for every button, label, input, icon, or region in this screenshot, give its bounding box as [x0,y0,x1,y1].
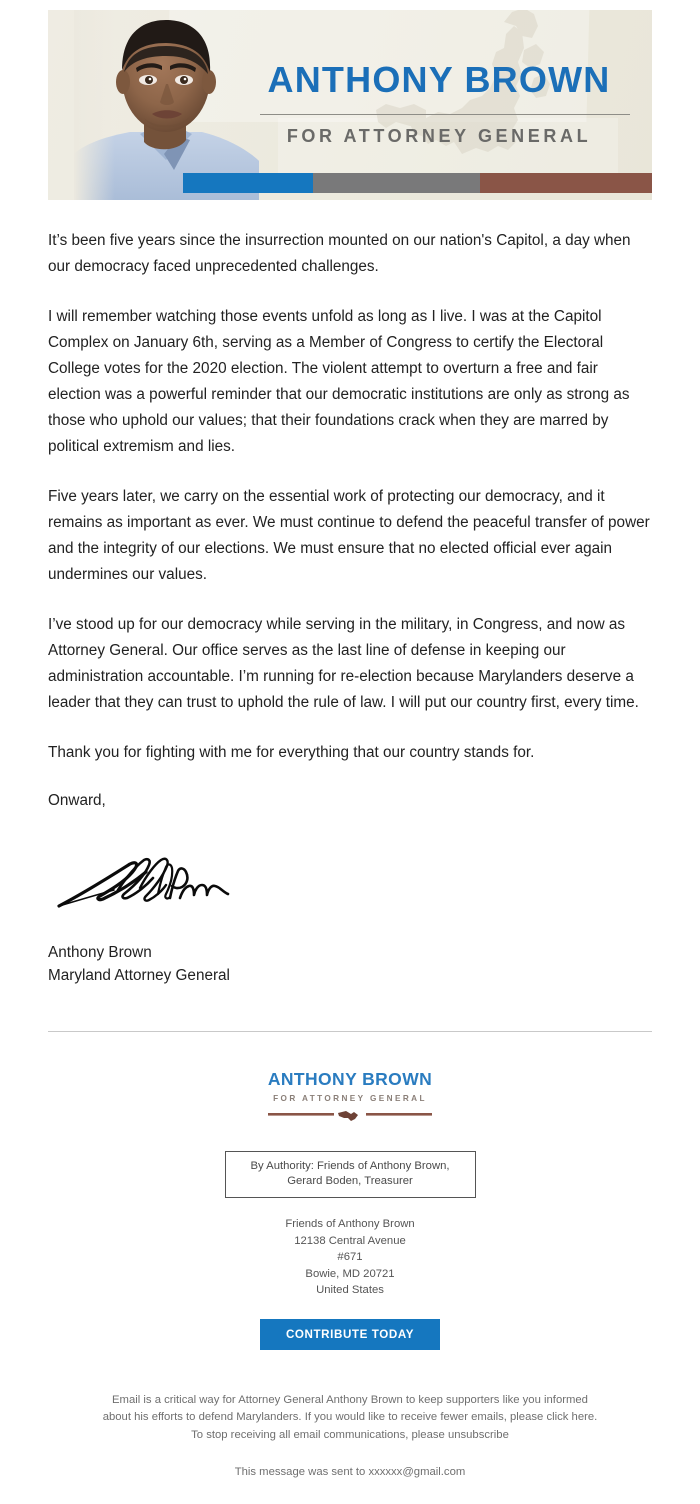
banner-divider-rule [260,114,630,115]
letter-content [0,200,700,987]
banner-candidate-name: ANTHONY BROWN [267,59,611,100]
address-line-5: United States [316,1284,384,1297]
signer-title: Maryland Attorney General [48,967,230,984]
footer-logo[interactable] [254,1070,446,1127]
letter-paragraph-1: It’s been five years since the insurrection mounted on our nation's Capitol, a day when our democracy faced unprecedented challenges. [48,232,631,275]
letter-paragraph-5: Thank you for fighting with me for everything that our country stands for. [48,744,535,761]
unsubscribe-link[interactable]: unsubscribe [447,1428,509,1441]
authority-disclosure-box [225,1151,476,1198]
address-line-2: 12138 Central Avenue [294,1234,406,1247]
address-line-1: Friends of Anthony Brown [285,1218,415,1231]
stripe-gray [313,173,480,193]
email-body [0,10,700,1504]
disclaimer-line-3-text: To stop receiving all email communications, please [191,1428,448,1441]
address-line-3: #671 [337,1251,363,1264]
banner-tagline: FOR ATTORNEY GENERAL [286,126,592,146]
maryland-logo-rule-icon [254,1108,446,1122]
disclaimer-line-1: Email is a critical way for Attorney General Anthony Brown to keep supporters like you informed [112,1393,588,1406]
signer-name: Anthony Brown [48,944,152,961]
stripe-brown [480,173,652,193]
authority-line-1: By Authority: Friends of Anthony Brown, [250,1160,450,1173]
letter-paragraph-2: I will remember watching those events unfold as long as I live. I was at the Capitol Complex on January 6th, serving as a Member of Congress to certify the Electoral College votes for the 2020 election. The violent attempt to overturn a free and fair election was a powerful reminder that our democratic institutions are only as strong as those who uphold our values; that their foundations crack when they are marred by political extremism and lies. [48,308,630,455]
stripe-blue [183,173,313,193]
cta-container [48,1319,652,1350]
signature-image [56,854,251,910]
letter-paragraph-3: Five years later, we carry on the essential work of protecting our democracy, and it remains as important as ever. We must continue to defend the peaceful transfer of power and the integrity of our elections. We must ensure that no elected official ever again undermines our values. [48,488,650,583]
email-footer [0,1032,700,1504]
click-here-link[interactable]: please click here. [510,1411,598,1424]
authority-line-2: Gerard Boden, Treasurer [287,1175,413,1188]
sent-to-recipient: This message was sent to xxxxxx@gmail.com [234,1466,466,1479]
footer-logo-name: ANTHONY BROWN [267,1069,433,1089]
letter-closing: Onward, [48,792,106,809]
maryland-map-watermark [366,10,616,194]
footer-disclaimer [78,1392,623,1445]
disclaimer-line-2-text: about his efforts to defend Marylanders. If you would like to receive fewer emails, [102,1411,511,1424]
letter-paragraph-4: I’ve stood up for our democracy while serving in the military, in Congress, and now as Attorney General. Our office serves as the last line of defense in keeping our administration accountable. I’m running for re-election because Marylanders deserve a leader that they can trust to uphold the rule of law. I will put our country first, every time. [48,616,639,711]
contribute-today-button[interactable]: CONTRIBUTE TODAY [260,1319,440,1350]
mailing-address [48,1216,652,1299]
address-line-4: Bowie, MD 20721 [305,1267,395,1280]
footer-logo-tagline: FOR ATTORNEY GENERAL [273,1094,427,1104]
candidate-portrait [74,10,259,200]
email-header-banner [48,10,652,200]
banner-color-stripes [183,173,652,193]
